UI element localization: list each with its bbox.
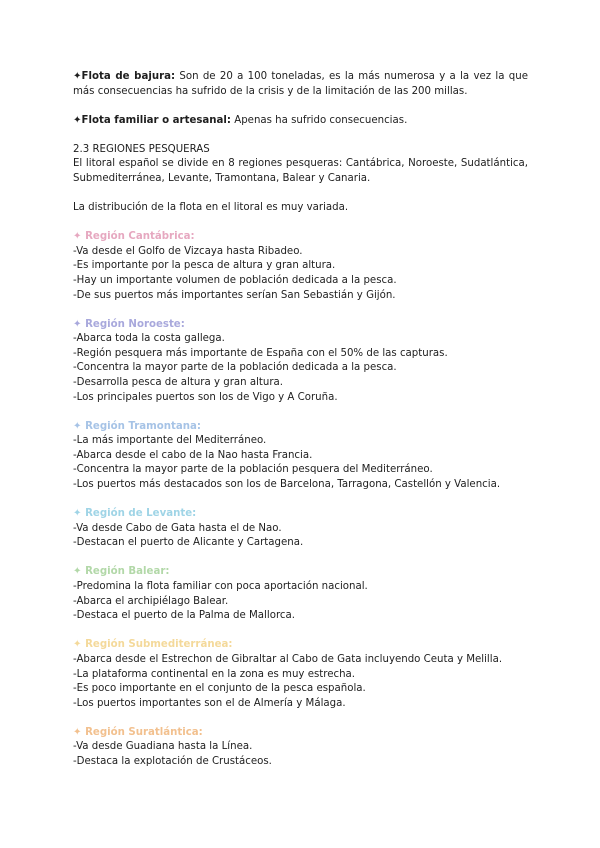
region-line: -Destaca el puerto de la Palma de Mallorca. (73, 610, 295, 622)
region-title: ✦ Región Submediterránea: (73, 639, 233, 651)
region-line: -Va desde Cabo de Gata hasta el de Nao. (73, 522, 282, 534)
region-line: -Es importante por la pesca de altura y gran altura. (73, 260, 336, 272)
section-text: El litoral español se divide en 8 regiones pesqueras: Cantábrica, Noroeste, Sudatlántica, Submediterránea, Levante, Tramontana, Balear y Canaria. (73, 158, 528, 184)
region-line: -Abarca el archipiélago Balear. (73, 595, 229, 607)
region-line: -Predomina la flota familiar con poca aportación nacional. (73, 581, 368, 593)
region-line: -Abarca desde el cabo de la Nao hasta Francia. (73, 449, 313, 461)
region-line: -De sus puertos más importantes serían San Sebastián y Gijón. (73, 289, 396, 301)
distribution-text: La distribución de la flota en el litoral es muy variada. (73, 202, 349, 214)
region-block (73, 726, 528, 770)
region-block (73, 507, 528, 551)
region-title: ✦ Región Balear: (73, 566, 170, 578)
region-line: -Los puertos importantes son el de Almería y Málaga. (73, 697, 346, 709)
region-line: -Hay un importante volumen de población dedicada a la pesca. (73, 274, 397, 286)
region-line: -Destaca la explotación de Crustáceos. (73, 755, 272, 767)
region-line: -Abarca desde el Estrechon de Gibraltar al Cabo de Gata incluyendo Ceuta y Melilla. (73, 653, 503, 665)
region-line: -La plataforma continental en la zona es muy estrecha. (73, 668, 356, 680)
region-line: -Abarca toda la costa gallega. (73, 333, 225, 345)
region-line: -Es poco importante en el conjunto de la pesca española. (73, 683, 366, 695)
term-flota-familiar: Flota familiar o artesanal: (81, 114, 231, 126)
region-line: -Región pesquera más importante de España con el 50% de las capturas. (73, 347, 448, 359)
region-title: ✦ Región Cantábrica: (73, 231, 195, 243)
term-flota-bajura: Flota de bajura: (81, 71, 176, 82)
star-icon: ✦ (73, 71, 82, 82)
intro-text-familiar: Apenas ha sufrido consecuencias. (231, 114, 408, 126)
region-block (73, 565, 528, 623)
section-title: 2.3 REGIONES PESQUERAS (73, 143, 210, 155)
intro-paragraph-familiar (73, 114, 528, 129)
region-title: ✦ Región Tramontana: (73, 420, 201, 432)
star-icon: ✦ (73, 114, 82, 126)
region-line: -Los principales puertos son los de Vigo y A Coruña. (73, 391, 338, 403)
intro-text-bajura: Son de 20 a 100 toneladas, es la más numerosa y a la vez la que más consecuencias ha sufrido de la crisis y de la limitación de las 200 millas. (73, 71, 528, 97)
region-title: ✦ Región Suratlántica: (73, 726, 203, 738)
region-block (73, 638, 528, 711)
region-line: -Concentra la mayor parte de la población pesquera del Mediterráneo. (73, 464, 433, 476)
region-title: ✦ Región Noroeste: (73, 318, 185, 330)
region-line: -Va desde el Golfo de Vizcaya hasta Ribadeo. (73, 245, 303, 257)
region-line: -Los puertos más destacados son los de Barcelona, Tarragona, Castellón y Valencia. (73, 479, 501, 491)
region-line: -Desarrolla pesca de altura y gran altura. (73, 377, 284, 388)
regions-list (73, 230, 528, 769)
intro-paragraph-bajura (73, 70, 528, 99)
document-page (73, 70, 528, 770)
region-line: -La más importante del Mediterráneo. (73, 435, 267, 447)
region-block (73, 318, 528, 406)
region-block (73, 420, 528, 493)
region-title: ✦ Región de Levante: (73, 508, 197, 520)
region-line: -Concentra la mayor parte de la población dedicada a la pesca. (73, 362, 397, 374)
region-block (73, 230, 528, 303)
region-line: -Va desde Guadiana hasta la Línea. (73, 741, 253, 753)
region-line: -Destacan el puerto de Alicante y Cartagena. (73, 537, 304, 549)
